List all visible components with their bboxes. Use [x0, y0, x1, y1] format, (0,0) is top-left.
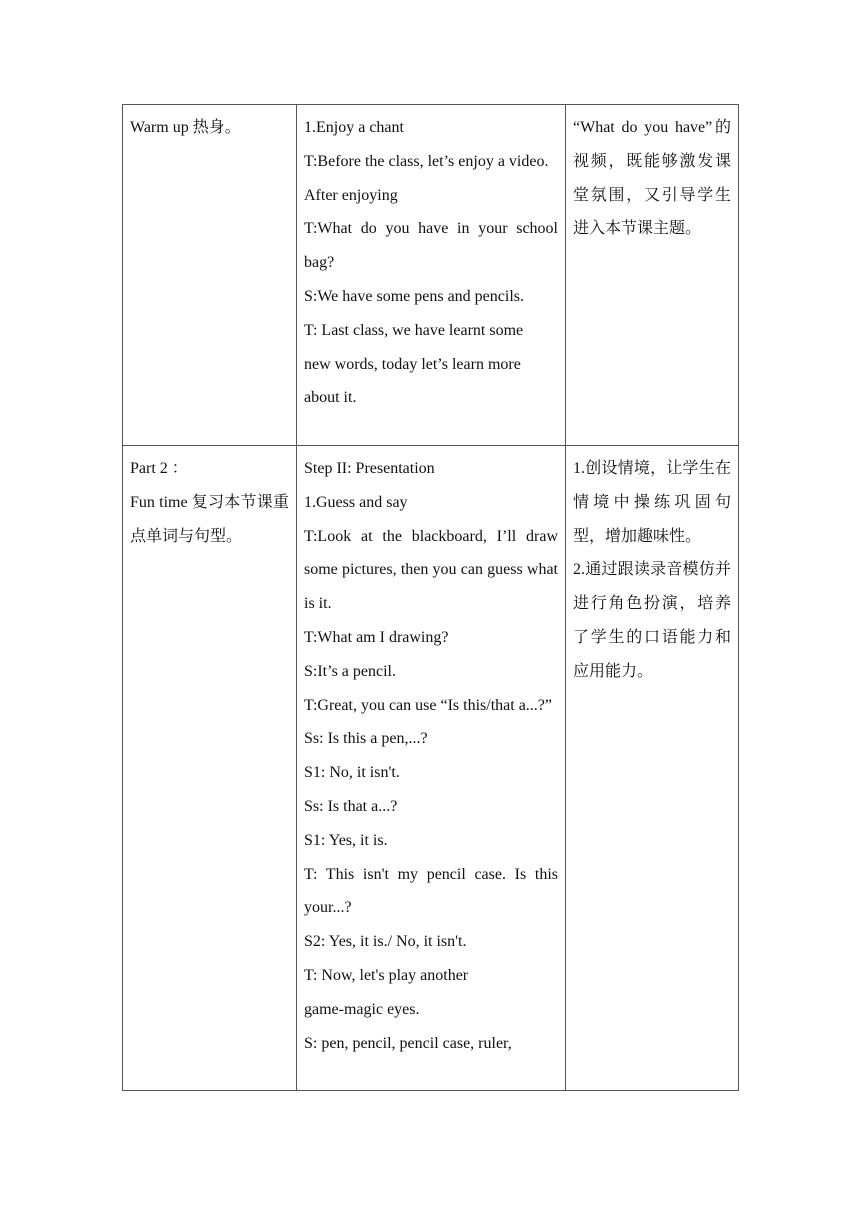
process-line: S1: No, it isn't.: [304, 764, 400, 782]
process-line: about it.: [304, 389, 357, 407]
intent-text: “What do you have”的视频，既能够激发课堂氛围，又引导学生进入本节课主题。: [573, 119, 731, 238]
process-line: game-magic eyes.: [304, 1000, 420, 1018]
process-cell: [297, 446, 566, 1091]
process-line: Ss: Is that a...?: [304, 797, 398, 815]
intent-text: 1.创设情境，让学生在情境中操练巩固句型，增加趣味性。: [573, 460, 731, 545]
process-line: 1.Guess and say: [304, 493, 408, 511]
process-line: T: Last class, we have learnt some: [304, 321, 524, 339]
table-row: [123, 105, 739, 446]
stage-text: Warm up 热身。: [130, 119, 241, 136]
process-line: S: pen, pencil, pencil case, ruler,: [304, 1034, 512, 1052]
process-line: S:It’s a pencil.: [304, 662, 396, 680]
stage-text: Part 2 ：: [130, 460, 188, 477]
process-line: T:Before the class, let’s enjoy a video.: [304, 152, 549, 170]
process-line: T:Great, you can use “Is this/that a...?”: [304, 696, 552, 714]
table-row: [123, 446, 739, 1091]
process-line: T:What am I drawing?: [304, 628, 449, 646]
process-line: 1.Enjoy a chant: [304, 119, 404, 136]
process-line: T:Look at the blackboard, I’ll draw some pictures, then you can guess what is it.: [304, 527, 558, 613]
process-cell: [297, 105, 566, 446]
process-line: S2: Yes, it is./ No, it isn't.: [304, 933, 467, 951]
intent-cell: [566, 105, 739, 446]
process-line: S1: Yes, it is.: [304, 831, 388, 849]
process-line: T: This isn't my pencil case. Is this your...?: [304, 865, 558, 917]
stage-cell: [123, 105, 297, 446]
intent-cell: [566, 446, 739, 1091]
process-line: T:What do you have in your school bag?: [304, 220, 558, 272]
process-line: T: Now, let's play another: [304, 966, 469, 984]
process-line: new words, today let’s learn more: [304, 355, 521, 373]
process-line: Step II: Presentation: [304, 460, 435, 477]
process-line: Ss: Is this a pen,...?: [304, 730, 428, 748]
process-line: After enjoying: [304, 186, 398, 204]
stage-cell: [123, 446, 297, 1091]
lesson-plan-table: [122, 104, 739, 1091]
intent-text: 2.通过跟读录音模仿并进行角色扮演，培养了学生的口语能力和应用能力。: [573, 561, 731, 680]
stage-text: Fun time 复习本节课重点单词与句型。: [130, 493, 289, 545]
process-line: S:We have some pens and pencils.: [304, 287, 524, 305]
